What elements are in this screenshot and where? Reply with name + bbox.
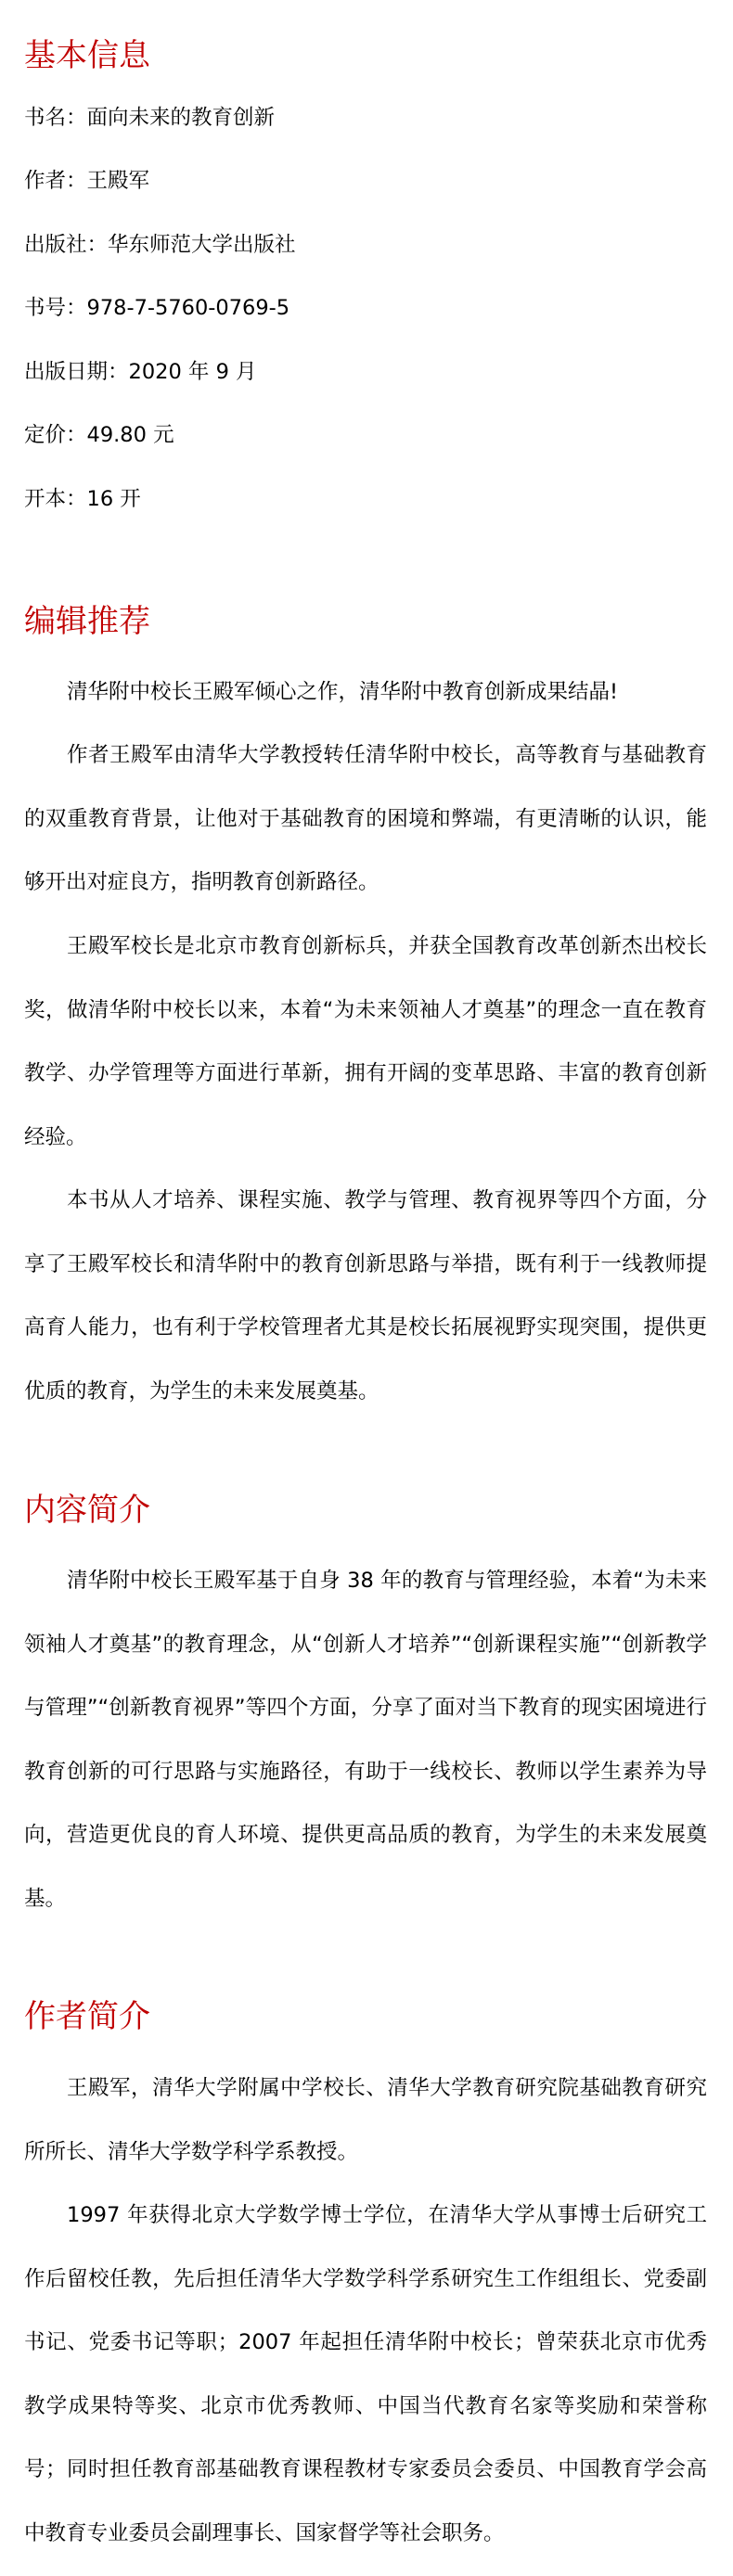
content-summary-paragraph: 清华附中校长王殿军基于自身 38 年的教育与管理经验，本着“为未来领袖人才奠基”的教育理念，从“创新人才培养”“创新课程实施”“创新教学与管理”“创新教育视界”等四个方面，分享了面对当下教育的现实困境进行教育创新的可行思路与实施路径，有助于一线校长、教师以学生素养为导向，营造更优良的育人环境、提供更高品质的教育，为学生的未来发展奠基。 [24, 1569, 707, 1911]
content-summary-heading: 内容简介 [24, 1492, 150, 1529]
editor-recommendation-paragraph: 本书从人才培养、课程实施、教学与管理、教育视界等四个方面，分享了王殿军校长和清华附中的教育创新思路与举措，既有利于一线教师提高育人能力，也有利于学校管理者尤其是校长拓展视野实现突围，提供更优质的教育，为学生的未来发展奠基。 [24, 1188, 707, 1403]
author-intro-heading: 作者简介 [24, 1998, 150, 2035]
editor-recommendation-paragraph: 王殿军校长是北京市教育创新标兵，并获全国教育改革创新杰出校长奖，做清华附中校长以来，本着“为未来领袖人才奠基”的理念一直在教育教学、办学管理等方面进行革新，拥有开阔的变革思路、丰富的教育创新经验。 [24, 934, 707, 1149]
editor-recommendation-paragraph: 作者王殿军由清华大学教授转任清华附中校长，高等教育与基础教育的双重教育背景，让他对于基础教育的困境和弊端，有更清晰的认识，能够开出对症良方，指明教育创新路径。 [24, 743, 707, 894]
author-intro-paragraph: 1997 年获得北京大学数学博士学位，在清华大学从事博士后研究工作后留校任教，先后担任清华大学数学科学系研究生工作组组长、党委副书记、党委书记等职；2007 年起担任清华附中校长；曾荣获北京市优秀教学成果特等奖、北京市优秀教师、中国当代教育名家等奖励和荣誉称号；同时担任教育部基础教育课程教材专家委员会委员、中国教育学会高中教育专业委员会副理事长、国家督学等社会职务。 [24, 2203, 707, 2545]
basic-info-heading: 基本信息 [24, 37, 150, 74]
info-isbn: 书号：978-7-5760-0769-5 [24, 296, 290, 320]
info-price: 定价：49.80 元 [24, 423, 174, 447]
editor-recommendation-heading: 编辑推荐 [24, 603, 150, 640]
info-publish-date: 出版日期：2020 年 9 月 [24, 360, 257, 384]
info-publisher: 出版社：华东师范大学出版社 [24, 233, 296, 257]
info-author: 作者：王殿军 [24, 169, 150, 193]
info-title: 书名：面向未来的教育创新 [24, 106, 276, 130]
info-format: 开本：16 开 [24, 487, 141, 511]
author-intro-paragraph: 王殿军，清华大学附属中学校长、清华大学教育研究院基础教育研究所所长、清华大学数学科学系教授。 [24, 2076, 707, 2164]
editor-recommendation-paragraph: 清华附中校长王殿军倾心之作，清华附中教育创新成果结晶! [67, 680, 619, 704]
